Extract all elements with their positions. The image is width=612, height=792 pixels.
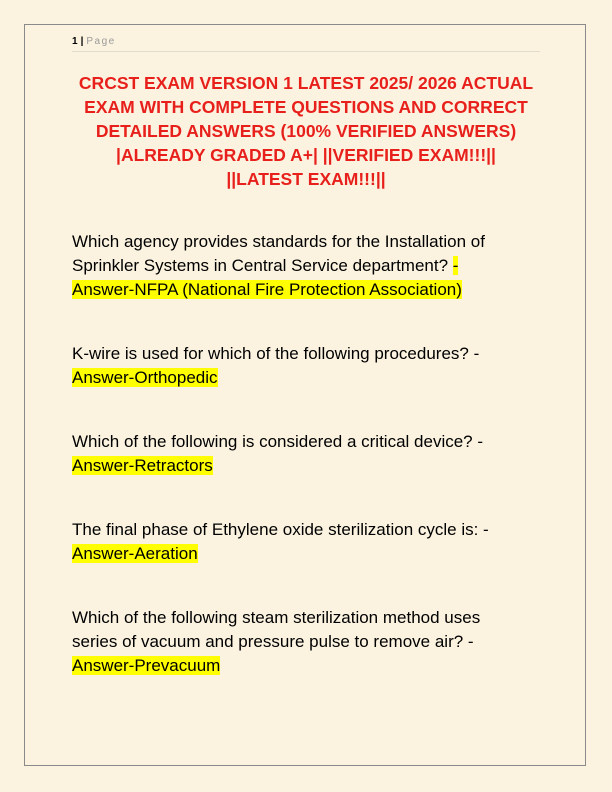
answer-text: Answer-Orthopedic [72, 368, 218, 387]
answer-text: Answer-Aeration [72, 544, 198, 563]
answer-dash: - [452, 256, 459, 275]
qa-item-5 [72, 606, 542, 678]
answer-text: Answer-NFPA (National Fire Protection Association) [72, 280, 462, 299]
title-line: ||LATEST EXAM!!!|| [226, 169, 386, 189]
answer-text: Answer-Prevacuum [72, 656, 221, 675]
qa-item-3 [72, 430, 542, 478]
question-line: series of vacuum and pressure pulse to remove air? - [72, 632, 474, 651]
page-number: 1 [72, 36, 78, 47]
qa-item-2 [72, 342, 542, 390]
question-line: Sprinkler Systems in Central Service department? [72, 256, 453, 275]
page-word: Page [86, 36, 116, 47]
answer-text: Answer-Retractors [72, 456, 213, 475]
question-line: Which of the following is considered a critical device? - [72, 432, 484, 451]
qa-item-1 [72, 230, 542, 302]
page-header [72, 35, 540, 52]
title-line: EXAM WITH COMPLETE QUESTIONS AND CORRECT [84, 97, 528, 117]
title-line: DETAILED ANSWERS (100% VERIFIED ANSWERS) [95, 121, 517, 141]
page-separator: | [80, 36, 84, 47]
document-title [60, 71, 552, 191]
title-line: |ALREADY GRADED A+| ||VERIFIED EXAM!!!|| [116, 145, 496, 165]
question-line: The final phase of Ethylene oxide sterilization cycle is: - [72, 520, 489, 539]
question-line: Which of the following steam sterilization method uses [72, 608, 481, 627]
question-line: Which agency provides standards for the Installation of [72, 232, 485, 251]
qa-item-4 [72, 518, 542, 566]
title-line: CRCST EXAM VERSION 1 LATEST 2025/ 2026 ACTUAL [78, 73, 534, 93]
question-line: K-wire is used for which of the following procedures? - [72, 344, 480, 363]
